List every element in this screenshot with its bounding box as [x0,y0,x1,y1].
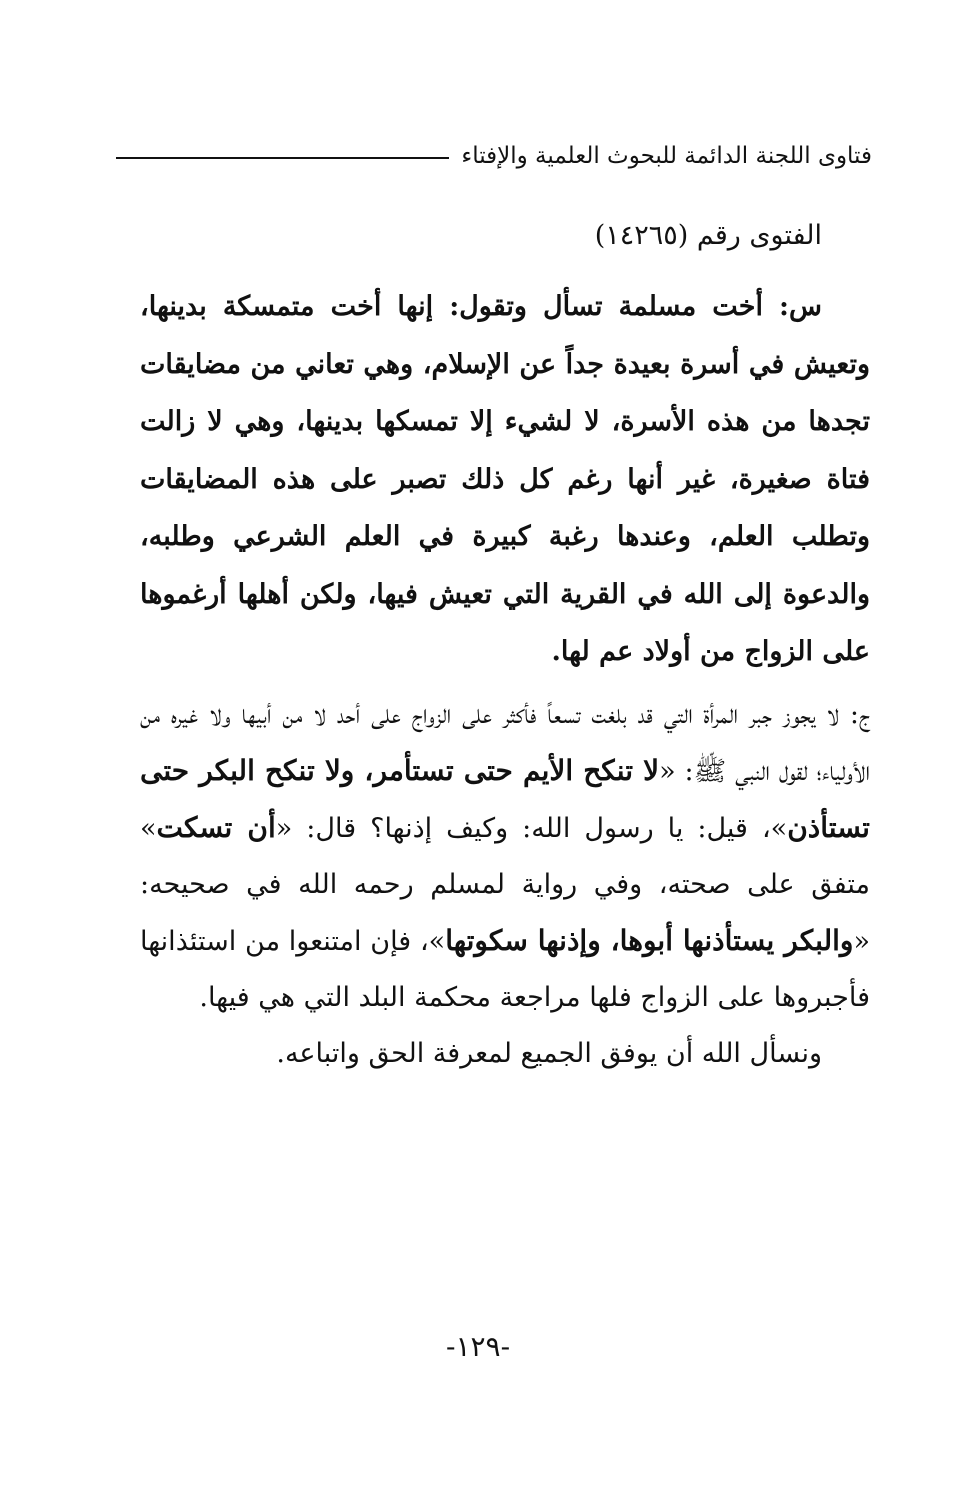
answer-text-2: »، قيل: يا رسول الله: وكيف إذنها؟ قال: « [275,812,788,844]
closing-paragraph: ونسأل الله أن يوفق الجميع لمعرفة الحق واتباعه. [276,1037,822,1069]
header-title: فتاوى اللجنة الدائمة للبحوث العلمية والإفتاء [461,143,872,169]
header-rule [116,157,449,159]
answer-text-1: ج: لا يجوز جبر المرأة التي قد بلغت تسعاً فأكثر على الزواج على أحد لا من أبيها ولا غيره من الأولياء؛ لقول النبي ﷺ: « [140,698,870,787]
answer-text-3: » متفق على صحته، وفي رواية لمسلم رحمه الله في صحيحه: « [140,812,870,957]
hadith-quote-3: والبكر يستأذنها أبوها، وإذنها سكوتها [445,923,854,957]
answer-paragraph [140,687,870,1026]
answer-text-4: »، فإن امتنعوا من استئذانها فأجبروها على الزواج فلها مراجعة محكمة البلد التي هي فيها. [140,925,870,1013]
page-number: -١٢٩- [445,1330,511,1363]
hadith-quote-1: لا تنكح الأيم حتى تستأمر، ولا تنكح البكر حتى تستأذن [140,753,870,844]
running-header [116,136,872,176]
question-paragraph: س: أخت مسلمة تسأل وتقول: إنها أخت متمسكة بدينها، وتعيش في أسرة بعيدة جداً عن الإسلام، وهي تعاني من مضايقات تجدها من هذه الأسرة، لا لشيء إلا تمسكها بدينها، وهي لا زالت فتاة صغيرة، غير أنها رغم كل ذلك تصبر على هذه المضايقات وتطلب العلم، وعندها رغبة كبيرة في العلم الشرعي وطلبه، والدعوة إلى الله في القرية التي تعيش فيها، ولكن أهلها أرغموها على الزواج من أولاد عم لها. [140,291,870,667]
fatwa-number: الفتوى رقم (١٤٢٦٥) [594,220,822,251]
page-body [140,206,870,1082]
hadith-quote-2: أن تسكت [156,810,276,844]
